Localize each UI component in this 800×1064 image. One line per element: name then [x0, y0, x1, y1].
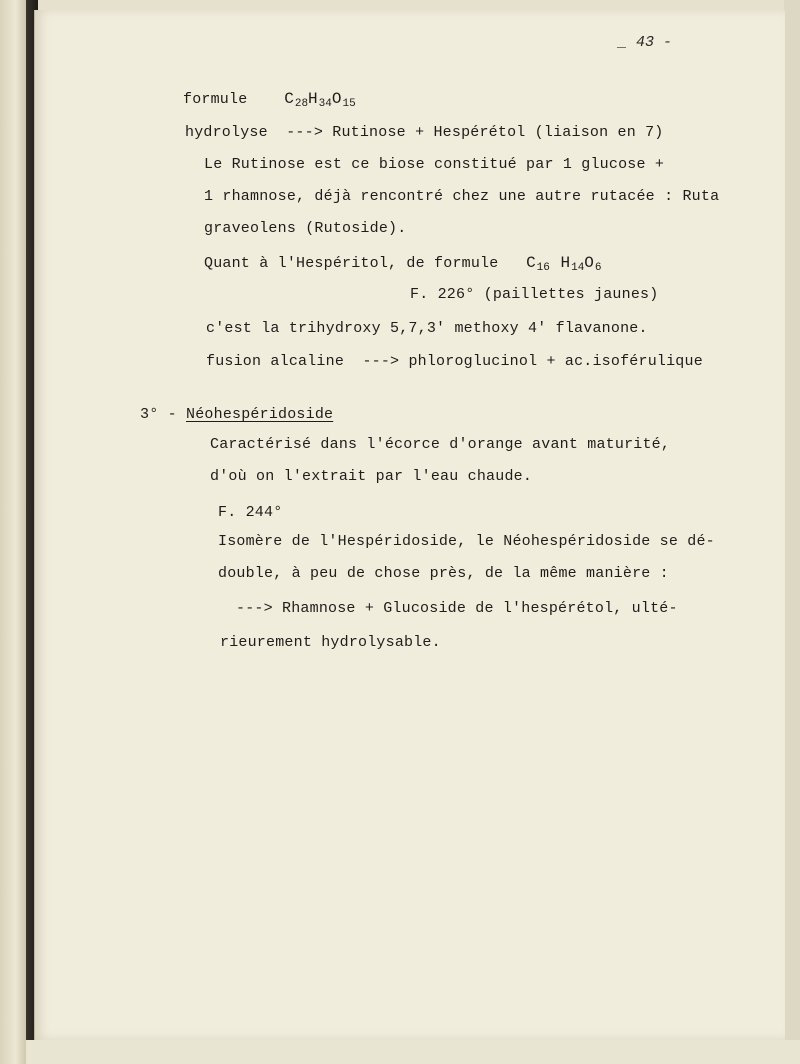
- hydrolysis-result: Rutinose + Hespérétol (liaison en 7): [332, 124, 664, 141]
- text-line: Caractérisé dans l'écorce d'orange avant maturité,: [210, 436, 671, 453]
- text-line: rieurement hydrolysable.: [220, 634, 441, 651]
- melting-point-line: F. 244°: [218, 504, 283, 521]
- text-line: Isomère de l'Hespéridoside, le Néohespéridoside se dé-: [218, 533, 715, 550]
- text-line: Le Rutinose est ce biose constitué par 1 glucose +: [204, 156, 665, 173]
- bottom-edge: [26, 1040, 800, 1064]
- fusion-line: fusion alcaline ---> phloroglucinol + ac.isoférulique: [206, 353, 703, 370]
- melting-point-line: F. 226° (paillettes jaunes): [410, 286, 659, 303]
- chemical-formula: $C_{28}H_{34}O_{15}$: [284, 90, 356, 110]
- arrow-icon: --->: [236, 600, 273, 617]
- rhamnose-line: ---> Rhamnose + Glucoside de l'hespérétol, ulté-: [236, 600, 678, 617]
- text-line: double, à peu de chose près, de la même manière :: [218, 565, 669, 582]
- top-edge: [26, 0, 800, 10]
- text-line: 1 rhamnose, déjà rencontré chez une autre rutacée : Ruta: [204, 188, 720, 205]
- arrow-icon: --->: [362, 353, 400, 370]
- arrow-icon: --->: [286, 124, 324, 141]
- formula-label: formule: [183, 91, 248, 108]
- hydrolysis-label: hydrolyse: [185, 124, 268, 141]
- formula-line: [183, 90, 356, 110]
- right-edge: [784, 0, 800, 1064]
- text-line: d'où on l'extrait par l'eau chaude.: [210, 468, 533, 485]
- hydrolysis-line: [185, 124, 664, 141]
- text-line: graveolens (Rutoside).: [204, 220, 407, 237]
- section-title: Néohespéridoside: [186, 406, 334, 423]
- text-line: c'est la trihydroxy 5,7,3' methoxy 4' flavanone.: [206, 320, 648, 337]
- hesperitol-line: Quant à l'Hespéritol, de formule $C_{16}$ $H_{14}O_6$: [204, 254, 602, 274]
- chemical-formula: $C_{16}$ $H_{14}O_6$: [526, 254, 602, 274]
- binding-left-page: [0, 0, 27, 1064]
- section-number: 3° -: [140, 406, 177, 423]
- page-number: _ 43 -: [618, 34, 673, 51]
- section-heading: [140, 406, 333, 423]
